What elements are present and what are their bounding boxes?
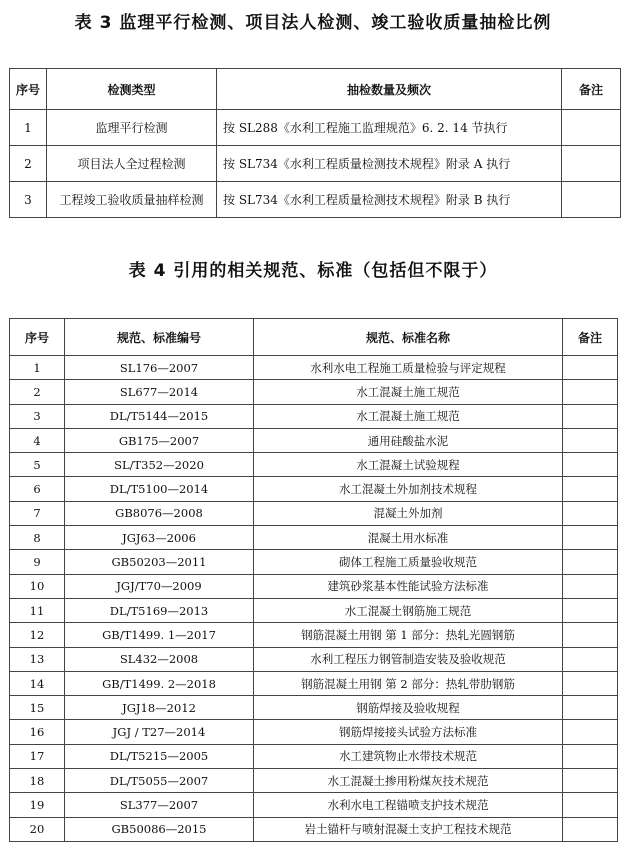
cell-no: 5 — [10, 453, 65, 477]
cell-code: JGJ/T70—2009 — [65, 574, 254, 598]
cell-name: 岩土锚杆与喷射混凝土支护工程技术规范 — [254, 817, 563, 841]
cell-note — [562, 146, 621, 182]
table-row — [10, 696, 618, 720]
cell-code: DL/T5055—2007 — [65, 769, 254, 793]
cell-code: GB50086—2015 — [65, 817, 254, 841]
cell-code: JGJ63—2006 — [65, 526, 254, 550]
cell-note — [563, 380, 618, 404]
cell-code: GB175—2007 — [65, 428, 254, 452]
table-row — [10, 380, 618, 404]
cell-note — [563, 793, 618, 817]
cell-note — [563, 550, 618, 574]
cell-no: 20 — [10, 817, 65, 841]
cell-no: 6 — [10, 477, 65, 501]
cell-name: 混凝土用水标准 — [254, 526, 563, 550]
cell-note — [563, 574, 618, 598]
cell-type: 工程竣工验收质量抽样检测 — [47, 182, 217, 218]
cell-no: 1 — [10, 110, 47, 146]
cell-note — [563, 671, 618, 695]
table-row — [10, 428, 618, 452]
cell-name: 砌体工程施工质量验收规范 — [254, 550, 563, 574]
cell-no: 8 — [10, 526, 65, 550]
cell-type: 监理平行检测 — [47, 110, 217, 146]
cell-note — [563, 526, 618, 550]
table4-title: 表 4 引用的相关规范、标准（包括但不限于） — [128, 261, 498, 281]
cell-no: 12 — [10, 623, 65, 647]
table3-title: 表 3 监理平行检测、项目法人检测、竣工验收质量抽检比例 — [74, 13, 552, 33]
cell-code: SL/T352—2020 — [65, 453, 254, 477]
cell-note — [563, 720, 618, 744]
cell-no: 2 — [10, 380, 65, 404]
cell-code: SL677—2014 — [65, 380, 254, 404]
cell-code: DL/T5215—2005 — [65, 744, 254, 768]
cell-code: DL/T5169—2013 — [65, 598, 254, 622]
cell-no: 15 — [10, 696, 65, 720]
table-row — [10, 110, 621, 146]
cell-no: 13 — [10, 647, 65, 671]
cell-note — [563, 817, 618, 841]
table-row — [10, 550, 618, 574]
table-row — [10, 453, 618, 477]
cell-note — [563, 453, 618, 477]
cell-code: GB50203—2011 — [65, 550, 254, 574]
standards-table — [9, 318, 618, 842]
cell-note — [563, 623, 618, 647]
cell-no: 19 — [10, 793, 65, 817]
header-cell: 抽检数量及频次 — [217, 69, 562, 110]
cell-note — [563, 598, 618, 622]
cell-code: SL377—2007 — [65, 793, 254, 817]
cell-code: GB/T1499. 2—2018 — [65, 671, 254, 695]
cell-code: DL/T5100—2014 — [65, 477, 254, 501]
table-row — [10, 793, 618, 817]
cell-no: 1 — [10, 356, 65, 380]
cell-no: 18 — [10, 769, 65, 793]
cell-type: 项目法人全过程检测 — [47, 146, 217, 182]
table-row — [10, 477, 618, 501]
table-row — [10, 404, 618, 428]
cell-name: 钢筋焊接接头试验方法标准 — [254, 720, 563, 744]
table-row — [10, 526, 618, 550]
table-row — [10, 501, 618, 525]
cell-no: 16 — [10, 720, 65, 744]
cell-code: GB/T1499. 1—2017 — [65, 623, 254, 647]
cell-note — [563, 356, 618, 380]
cell-name: 水工混凝土外加剂技术规程 — [254, 477, 563, 501]
cell-code: SL432—2008 — [65, 647, 254, 671]
table-row — [10, 720, 618, 744]
cell-freq: 按 SL734《水利工程质量检测技术规程》附录 B 执行 — [217, 182, 562, 218]
header-cell: 规范、标准编号 — [65, 319, 254, 356]
cell-name: 水工混凝土施工规范 — [254, 404, 563, 428]
cell-name: 水利水电工程施工质量检验与评定规程 — [254, 356, 563, 380]
cell-no: 7 — [10, 501, 65, 525]
cell-name: 水工混凝土试验规程 — [254, 453, 563, 477]
cell-note — [563, 501, 618, 525]
cell-code: JGJ18—2012 — [65, 696, 254, 720]
cell-name: 水工混凝土施工规范 — [254, 380, 563, 404]
table-row — [10, 182, 621, 218]
cell-freq: 按 SL734《水利工程质量检测技术规程》附录 A 执行 — [217, 146, 562, 182]
cell-no: 11 — [10, 598, 65, 622]
table-header-row — [10, 319, 618, 356]
cell-no: 4 — [10, 428, 65, 452]
cell-code: JGJ / T27—2014 — [65, 720, 254, 744]
cell-name: 混凝土外加剂 — [254, 501, 563, 525]
cell-note — [563, 696, 618, 720]
cell-note — [563, 477, 618, 501]
cell-note — [563, 769, 618, 793]
cell-name: 建筑砂浆基本性能试验方法标准 — [254, 574, 563, 598]
cell-code: GB8076—2008 — [65, 501, 254, 525]
header-cell: 备注 — [563, 319, 618, 356]
cell-name: 水利水电工程锚喷支护技术规范 — [254, 793, 563, 817]
table-row — [10, 769, 618, 793]
cell-note — [563, 404, 618, 428]
header-cell: 备注 — [562, 69, 621, 110]
table-row — [10, 744, 618, 768]
cell-no: 3 — [10, 182, 47, 218]
cell-no: 2 — [10, 146, 47, 182]
cell-freq: 按 SL288《水利工程施工监理规范》6. 2. 14 节执行 — [217, 110, 562, 146]
table-header-row — [10, 69, 621, 110]
cell-no: 14 — [10, 671, 65, 695]
cell-name: 水工建筑物止水带技术规范 — [254, 744, 563, 768]
cell-no: 9 — [10, 550, 65, 574]
cell-no: 17 — [10, 744, 65, 768]
cell-no: 3 — [10, 404, 65, 428]
cell-no: 10 — [10, 574, 65, 598]
cell-name: 钢筋混凝土用钢 第 1 部分：热轧光圆钢筋 — [254, 623, 563, 647]
cell-note — [563, 744, 618, 768]
cell-name: 水利工程压力钢管制造安装及验收规范 — [254, 647, 563, 671]
cell-note — [562, 182, 621, 218]
header-cell: 检测类型 — [47, 69, 217, 110]
table-row — [10, 623, 618, 647]
cell-name: 水工混凝土掺用粉煤灰技术规范 — [254, 769, 563, 793]
table-row — [10, 598, 618, 622]
cell-name: 钢筋混凝土用钢 第 2 部分：热轧带肋钢筋 — [254, 671, 563, 695]
table-row — [10, 671, 618, 695]
cell-name: 通用硅酸盐水泥 — [254, 428, 563, 452]
header-cell: 规范、标准名称 — [254, 319, 563, 356]
table-row — [10, 817, 618, 841]
table-row — [10, 574, 618, 598]
cell-note — [562, 110, 621, 146]
header-cell: 序号 — [10, 69, 47, 110]
cell-name: 水工混凝土钢筋施工规范 — [254, 598, 563, 622]
inspection-ratio-table — [9, 68, 621, 218]
table-row — [10, 647, 618, 671]
header-cell: 序号 — [10, 319, 65, 356]
cell-code: SL176—2007 — [65, 356, 254, 380]
cell-note — [563, 428, 618, 452]
cell-note — [563, 647, 618, 671]
table-row — [10, 356, 618, 380]
cell-name: 钢筋焊接及验收规程 — [254, 696, 563, 720]
table-row — [10, 146, 621, 182]
cell-code: DL/T5144—2015 — [65, 404, 254, 428]
